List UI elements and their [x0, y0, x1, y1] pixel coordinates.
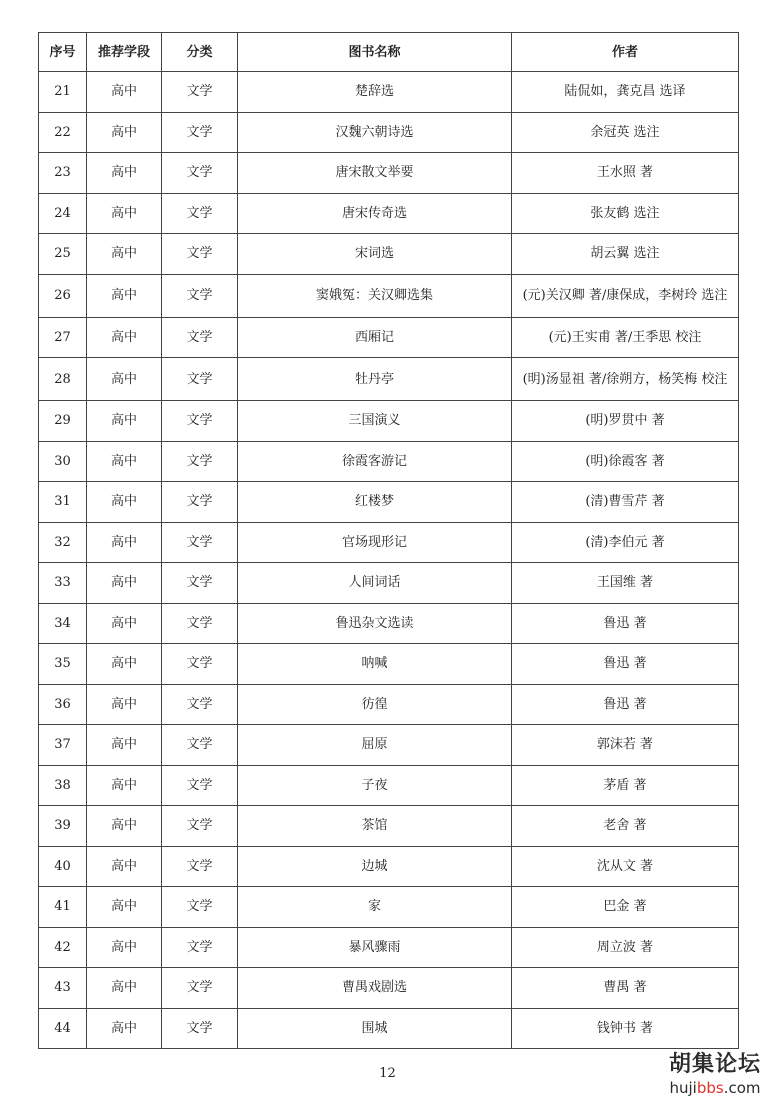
cell-category: 文学	[162, 563, 238, 604]
cell-title: 暴风骤雨	[238, 927, 512, 968]
cell-stage: 高中	[87, 927, 162, 968]
cell-stage: 高中	[87, 112, 162, 153]
cell-title: 汉魏六朝诗选	[238, 112, 512, 153]
cell-stage: 高中	[87, 482, 162, 523]
cell-author: 巴金 著	[512, 887, 739, 928]
cell-stage: 高中	[87, 887, 162, 928]
watermark-url-part: huji	[669, 1079, 697, 1097]
watermark-url	[669, 1078, 761, 1098]
table-row	[39, 603, 739, 644]
cell-title: 窦娥冤：关汉卿选集	[238, 274, 512, 317]
cell-stage: 高中	[87, 72, 162, 113]
table-row	[39, 153, 739, 194]
cell-category: 文学	[162, 482, 238, 523]
cell-category: 文学	[162, 153, 238, 194]
cell-no: 42	[39, 927, 87, 968]
table-row	[39, 72, 739, 113]
cell-stage: 高中	[87, 234, 162, 275]
cell-title: 徐霞客游记	[238, 441, 512, 482]
cell-author: 茅盾 著	[512, 765, 739, 806]
cell-stage: 高中	[87, 401, 162, 442]
cell-no: 37	[39, 725, 87, 766]
cell-author: 周立波 著	[512, 927, 739, 968]
header-title: 图书名称	[238, 33, 512, 72]
cell-author: 老舍 著	[512, 806, 739, 847]
cell-author: (清)李伯元 著	[512, 522, 739, 563]
watermark-url-part: bbs	[696, 1079, 724, 1097]
cell-no: 39	[39, 806, 87, 847]
cell-author: (清)曹雪芹 著	[512, 482, 739, 523]
table-row	[39, 765, 739, 806]
cell-author: 沈从文 著	[512, 846, 739, 887]
cell-stage: 高中	[87, 806, 162, 847]
cell-title: 官场现形记	[238, 522, 512, 563]
cell-stage: 高中	[87, 684, 162, 725]
cell-author: 张友鹤 选注	[512, 193, 739, 234]
cell-category: 文学	[162, 725, 238, 766]
cell-author: 鲁迅 著	[512, 644, 739, 685]
cell-author: (明)徐霞客 著	[512, 441, 739, 482]
cell-stage: 高中	[87, 274, 162, 317]
cell-author: (元)关汉卿 著/康保成，李树玲 选注	[512, 274, 739, 317]
cell-stage: 高中	[87, 358, 162, 401]
cell-category: 文学	[162, 765, 238, 806]
table-row	[39, 887, 739, 928]
cell-stage: 高中	[87, 644, 162, 685]
table-row	[39, 563, 739, 604]
table-row	[39, 274, 739, 317]
cell-title: 人间词话	[238, 563, 512, 604]
cell-title: 红楼梦	[238, 482, 512, 523]
table-row	[39, 482, 739, 523]
cell-category: 文学	[162, 644, 238, 685]
header-stage: 推荐学段	[87, 33, 162, 72]
cell-no: 26	[39, 274, 87, 317]
cell-category: 文学	[162, 887, 238, 928]
header-author: 作者	[512, 33, 739, 72]
cell-author: 胡云翼 选注	[512, 234, 739, 275]
cell-no: 29	[39, 401, 87, 442]
cell-stage: 高中	[87, 1008, 162, 1049]
cell-category: 文学	[162, 72, 238, 113]
cell-stage: 高中	[87, 725, 162, 766]
cell-stage: 高中	[87, 765, 162, 806]
table-row	[39, 846, 739, 887]
cell-stage: 高中	[87, 522, 162, 563]
cell-stage: 高中	[87, 603, 162, 644]
cell-title: 鲁迅杂文选读	[238, 603, 512, 644]
cell-title: 家	[238, 887, 512, 928]
cell-title: 呐喊	[238, 644, 512, 685]
cell-title: 边城	[238, 846, 512, 887]
cell-title: 三国演义	[238, 401, 512, 442]
cell-stage: 高中	[87, 317, 162, 358]
table-row	[39, 927, 739, 968]
cell-no: 30	[39, 441, 87, 482]
cell-author: (元)王实甫 著/王季思 校注	[512, 317, 739, 358]
cell-no: 27	[39, 317, 87, 358]
cell-title: 唐宋传奇选	[238, 193, 512, 234]
table-row	[39, 968, 739, 1009]
header-no: 序号	[39, 33, 87, 72]
watermark-url-part: .com	[723, 1079, 761, 1097]
cell-title: 屈原	[238, 725, 512, 766]
cell-no: 33	[39, 563, 87, 604]
table-row	[39, 317, 739, 358]
cell-author: 鲁迅 著	[512, 684, 739, 725]
cell-author: 鲁迅 著	[512, 603, 739, 644]
table-row	[39, 644, 739, 685]
table-row	[39, 193, 739, 234]
table-header-row	[39, 33, 739, 72]
cell-title: 牡丹亭	[238, 358, 512, 401]
table-row	[39, 725, 739, 766]
cell-no: 34	[39, 603, 87, 644]
cell-author: 陆侃如，龚克昌 选译	[512, 72, 739, 113]
table-row	[39, 234, 739, 275]
cell-title: 围城	[238, 1008, 512, 1049]
cell-author: (明)罗贯中 著	[512, 401, 739, 442]
cell-category: 文学	[162, 846, 238, 887]
table-row	[39, 684, 739, 725]
cell-title: 茶馆	[238, 806, 512, 847]
cell-category: 文学	[162, 603, 238, 644]
cell-title: 西厢记	[238, 317, 512, 358]
cell-no: 38	[39, 765, 87, 806]
cell-no: 43	[39, 968, 87, 1009]
cell-stage: 高中	[87, 846, 162, 887]
cell-no: 23	[39, 153, 87, 194]
cell-no: 35	[39, 644, 87, 685]
cell-category: 文学	[162, 401, 238, 442]
cell-category: 文学	[162, 193, 238, 234]
cell-no: 24	[39, 193, 87, 234]
cell-no: 25	[39, 234, 87, 275]
cell-no: 31	[39, 482, 87, 523]
cell-title: 子夜	[238, 765, 512, 806]
table-row	[39, 112, 739, 153]
cell-category: 文学	[162, 806, 238, 847]
cell-title: 宋词选	[238, 234, 512, 275]
cell-category: 文学	[162, 274, 238, 317]
cell-category: 文学	[162, 684, 238, 725]
cell-author: 曹禺 著	[512, 968, 739, 1009]
cell-category: 文学	[162, 234, 238, 275]
cell-no: 41	[39, 887, 87, 928]
cell-stage: 高中	[87, 441, 162, 482]
table-row	[39, 441, 739, 482]
table-body	[39, 72, 739, 1049]
table-row	[39, 806, 739, 847]
table-row	[39, 401, 739, 442]
cell-stage: 高中	[87, 563, 162, 604]
cell-no: 40	[39, 846, 87, 887]
cell-category: 文学	[162, 441, 238, 482]
cell-author: (明)汤显祖 著/徐朔方，杨笑梅 校注	[512, 358, 739, 401]
cell-no: 32	[39, 522, 87, 563]
cell-stage: 高中	[87, 193, 162, 234]
cell-author: 余冠英 选注	[512, 112, 739, 153]
cell-stage: 高中	[87, 968, 162, 1009]
cell-no: 28	[39, 358, 87, 401]
cell-category: 文学	[162, 112, 238, 153]
cell-category: 文学	[162, 1008, 238, 1049]
cell-category: 文学	[162, 522, 238, 563]
cell-title: 唐宋散文举要	[238, 153, 512, 194]
cell-author: 钱钟书 著	[512, 1008, 739, 1049]
watermark-logo	[669, 1052, 761, 1098]
cell-author: 郭沫若 著	[512, 725, 739, 766]
cell-title: 楚辞选	[238, 72, 512, 113]
cell-no: 36	[39, 684, 87, 725]
table-row	[39, 358, 739, 401]
cell-no: 22	[39, 112, 87, 153]
cell-title: 彷徨	[238, 684, 512, 725]
cell-author: 王国维 著	[512, 563, 739, 604]
cell-category: 文学	[162, 317, 238, 358]
cell-category: 文学	[162, 968, 238, 1009]
cell-author: 王水照 著	[512, 153, 739, 194]
page-number: 12	[379, 1066, 396, 1081]
table-row	[39, 1008, 739, 1049]
cell-no: 44	[39, 1008, 87, 1049]
cell-category: 文学	[162, 927, 238, 968]
cell-stage: 高中	[87, 153, 162, 194]
cell-no: 21	[39, 72, 87, 113]
cell-title: 曹禺戏剧选	[238, 968, 512, 1009]
watermark-title: 胡集论坛	[668, 1052, 761, 1077]
cell-category: 文学	[162, 358, 238, 401]
header-category: 分类	[162, 33, 238, 72]
table-row	[39, 522, 739, 563]
book-list-table	[38, 32, 739, 1049]
